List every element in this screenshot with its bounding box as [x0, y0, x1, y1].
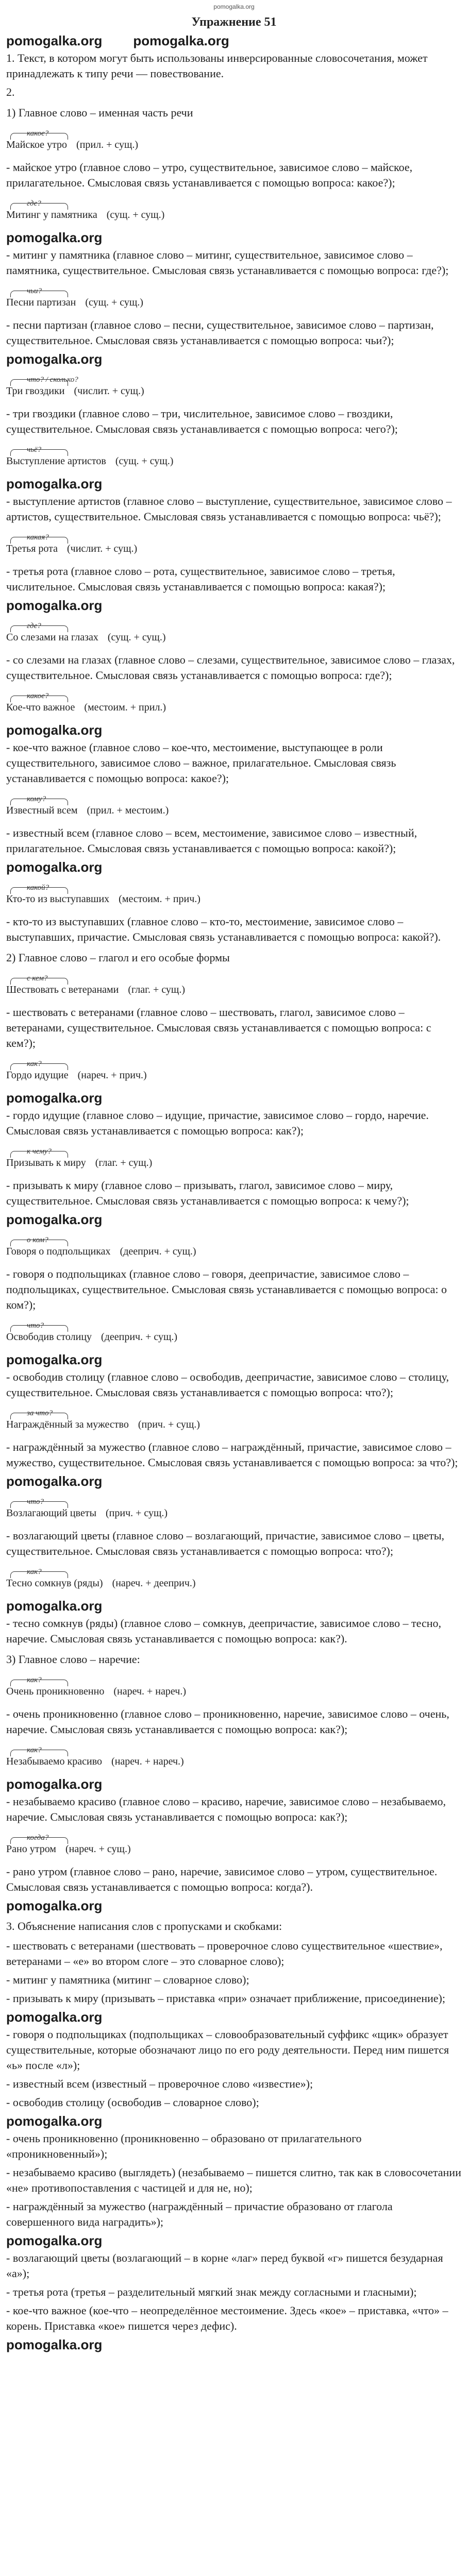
scheme-question: чьё? — [27, 446, 42, 454]
watermark-row — [6, 33, 462, 48]
scheme-question: кому? — [27, 795, 46, 803]
scheme-phrase: Шествовать с ветеранами — [6, 984, 119, 995]
scheme-phrase: Гордо идущие — [6, 1070, 69, 1081]
watermark-row — [6, 2233, 462, 2248]
phrase-scheme — [6, 1494, 462, 1521]
scheme-question: что? — [27, 1321, 44, 1330]
watermark: pomogalka.org — [6, 351, 103, 367]
scheme-arc — [10, 1571, 68, 1578]
scheme-phrase: Митинг у памятника — [6, 209, 97, 221]
watermark-row — [6, 722, 462, 738]
watermark: pomogalka.org — [133, 33, 229, 48]
watermark-row — [6, 476, 462, 492]
watermark-row — [6, 351, 462, 367]
phrase-explanation: - шествовать с ветеранами (шествовать – проверочное слово существительное «шествие», ветеранами – «е» во втором слоге – это словарное слово); — [6, 1939, 443, 1968]
phrase-scheme — [6, 880, 462, 907]
phrase-explanation: - награждённый за мужество (награждённый – причастие образовано от глагола совершенного вида наградить»); — [6, 2200, 393, 2228]
watermark-row — [6, 1598, 462, 1614]
scheme-phrase: Говоря о подпольщиках — [6, 1246, 111, 1257]
section-2-title: 2) Главное слово – глагол и его особые формы — [6, 951, 230, 964]
phrase-scheme — [6, 1405, 462, 1432]
scheme-question: где? — [27, 622, 41, 630]
scheme-arc — [10, 799, 68, 805]
scheme-arc — [10, 203, 68, 210]
scheme-phrase: Награждённый за мужество — [6, 1419, 129, 1430]
scheme-arc — [10, 449, 68, 456]
section-1-list — [6, 126, 462, 945]
scheme-arc — [10, 133, 68, 140]
scheme-formula: (числит. + сущ.) — [67, 543, 138, 554]
scheme-arc — [10, 1837, 68, 1844]
watermark: pomogalka.org — [6, 2113, 103, 2129]
scheme-formula: (нареч. + нареч.) — [111, 1756, 184, 1767]
scheme-question: за что? — [27, 1409, 53, 1417]
phrase-scheme — [6, 1144, 462, 1171]
scheme-question: что? — [27, 1498, 44, 1506]
scheme-phrase: Песни партизан — [6, 297, 76, 308]
scheme-formula: (нареч. + прич.) — [77, 1070, 147, 1081]
scheme-arc — [10, 1501, 68, 1508]
scheme-formula: (прич. + сущ.) — [106, 1507, 168, 1519]
watermark: pomogalka.org — [6, 1598, 103, 1614]
phrase-explanation: - говоря о подпольщиках (подпольщиках – словообразовательный суффикс «щик» образует существительные, которые обозначают лицо по его роду деятельности. Перед ним пишется «ь» после «л»); — [6, 2028, 449, 2072]
scheme-phrase: Рано утром — [6, 1843, 56, 1855]
watermark-row — [6, 1473, 462, 1489]
scheme-question: какое? — [27, 129, 49, 138]
watermark: pomogalka.org — [6, 2233, 103, 2248]
scheme-question: с кем? — [27, 974, 48, 982]
scheme-arc — [10, 625, 68, 632]
scheme-question: о ком? — [27, 1236, 48, 1244]
scheme-arc — [10, 1240, 68, 1246]
scheme-phrase: Известный всем — [6, 805, 78, 816]
scheme-phrase: Призывать к миру — [6, 1157, 86, 1168]
item-2: 2. — [6, 86, 15, 98]
scheme-formula: (нареч. + дееприч.) — [112, 1578, 196, 1589]
watermark-row — [6, 1776, 462, 1792]
phrase-explanation: - шествовать с ветеранами (главное слово – шествовать, глагол, зависимое слово – ветеранами, существительное. Смысловая связь устанавливается с помощью вопроса: с кем?); — [6, 1006, 431, 1049]
scheme-formula: (нареч. + нареч.) — [113, 1686, 186, 1697]
section-2-list — [6, 971, 462, 1647]
watermark-row — [6, 2113, 462, 2129]
phrase-scheme — [6, 1672, 462, 1699]
phrase-explanation: - награждённый за мужество (главное слово – награждённый, причастие, зависимое слово – мужество, существительное. Смысловая связь устанавливается с помощью вопроса: за что?); — [6, 1440, 458, 1469]
site-name: pomogalka.org — [213, 3, 255, 10]
phrase-explanation: - тесно сомкнув (ряды) (главное слово – сомкнув, деепричастие, зависимое слово – тесно, наречие. Смысловая связь устанавливается с помощью вопроса: как?). — [6, 1617, 441, 1645]
scheme-formula: (сущ. + сущ.) — [85, 297, 143, 308]
watermark: pomogalka.org — [6, 230, 103, 245]
phrase-explanation: - возлагающий цветы (возлагающий – в корне «лаг» перед буквой «г» пишется безударная «а»); — [6, 2251, 443, 2280]
scheme-arc — [10, 696, 68, 702]
scheme-arc — [10, 1680, 68, 1686]
watermark-row — [6, 859, 462, 875]
site-header — [0, 0, 468, 13]
phrase-scheme — [6, 442, 462, 469]
phrase-scheme — [6, 126, 462, 152]
phrase-explanation: - третья рота (главное слово – рота, существительное, зависимое слово – третья, числительное. Смысловая связь устанавливается с помощью вопроса: какая?); — [6, 565, 395, 593]
scheme-question: какая? — [27, 533, 49, 541]
phrase-scheme — [6, 1742, 462, 1769]
watermark: pomogalka.org — [6, 722, 103, 738]
exercise-document — [6, 13, 462, 2576]
section-3-title: 3) Главное слово – наречие: — [6, 1653, 140, 1666]
scheme-phrase: Кое-что важное — [6, 702, 75, 713]
scheme-formula: (дееприч. + сущ.) — [120, 1246, 196, 1257]
scheme-arc — [10, 887, 68, 894]
phrase-explanation: - кое-что важное (кое-что – неопределённое местоимение. Здесь «кое» – приставка, «что» – корень. Приставка «кое» пишется через дефис). — [6, 2304, 448, 2332]
scheme-formula: (прил. + сущ.) — [76, 139, 139, 150]
watermark-row — [6, 2337, 462, 2352]
scheme-question: как? — [27, 1746, 42, 1754]
watermark: pomogalka.org — [6, 2337, 103, 2352]
scheme-question: что? / сколько? — [27, 376, 78, 384]
scheme-question: к чему? — [27, 1147, 52, 1156]
scheme-phrase: Освободив столицу — [6, 1331, 92, 1343]
watermark: pomogalka.org — [6, 476, 103, 492]
watermark: pomogalka.org — [6, 859, 103, 875]
scheme-formula: (сущ. + сущ.) — [106, 209, 165, 221]
scheme-question: как? — [27, 1568, 42, 1576]
phrase-explanation: - возлагающий цветы (главное слово – возлагающий, причастие, зависимое слово – цветы, существительное. Смысловая связь устанавливается с помощью вопроса: что?); — [6, 1529, 445, 1557]
scheme-formula: (местоим. + прил.) — [84, 702, 166, 713]
phrase-explanation: - гордо идущие (главное слово – идущие, причастие, зависимое слово – гордо, наречие. Смысловая связь устанавливается с помощью вопроса: как?); — [6, 1109, 429, 1137]
scheme-question: чьи? — [27, 287, 42, 295]
watermark-row — [6, 1212, 462, 1227]
section-4-title: 3. Объяснение написания слов с пропусками и скобками: — [6, 1920, 282, 1933]
scheme-arc — [10, 1325, 68, 1332]
phrase-explanation: - известный всем (главное слово – всем, местоимение, зависимое слово – известный, прилагательное. Смысловая связь устанавливается с помощью вопроса: какой?); — [6, 826, 417, 855]
watermark: pomogalka.org — [6, 2009, 103, 2025]
phrase-explanation: - митинг у памятника (главное слово – митинг, существительное, зависимое слово – памятника, существительное. Смысловая связь устанавливается с помощью вопроса: где?); — [6, 248, 449, 277]
watermark: pomogalka.org — [6, 1352, 103, 1367]
scheme-arc — [10, 1750, 68, 1756]
scheme-arc — [10, 537, 68, 544]
section-4-list — [6, 1938, 462, 2352]
watermark-row — [6, 2009, 462, 2025]
item-1: 1. Текст, в котором могут быть использованы инверсированные словосочетания, может принадлежать к типу речи — повествование. — [6, 52, 428, 80]
phrase-explanation: - кое-что важное (главное слово – кое-что, местоимение, выступающее в роли существительного, зависимое слово – важное, прилагательное. Смысловая связь устанавливается с помощью вопроса: какое?); — [6, 741, 396, 785]
exercise-title: Упражнение 51 — [191, 15, 277, 29]
scheme-arc — [10, 291, 68, 297]
phrase-explanation: - третья рота (третья – разделительный мягкий знак между согласными и гласными); — [6, 2285, 417, 2298]
phrase-explanation: - незабываемо красиво (главное слово – красиво, наречие, зависимое слово – незабываемо, наречие. Смысловая связь устанавливается с помощью вопроса: как?); — [6, 1795, 446, 1823]
scheme-arc — [10, 379, 68, 386]
scheme-question: как? — [27, 1060, 42, 1068]
phrase-scheme — [6, 1318, 462, 1345]
scheme-question: когда? — [27, 1834, 49, 1842]
watermark-row — [6, 230, 462, 245]
scheme-phrase: Третья рота — [6, 543, 58, 554]
scheme-phrase: Очень проникновенно — [6, 1686, 105, 1697]
phrase-explanation: - призывать к миру (призывать – приставка «при» означает приближение, присоединение); — [6, 1992, 445, 2005]
watermark: pomogalka.org — [6, 1090, 103, 1106]
phrase-explanation: - выступление артистов (главное слово – выступление, существительное, зависимое слово – артистов, существительное. Смысловая связь устанавливается с помощью вопроса: чьё?); — [6, 495, 452, 523]
scheme-phrase: Кто-то из выступавших — [6, 893, 110, 905]
phrase-explanation: - рано утром (главное слово – рано, наречие, зависимое слово – утром, существительное. Смысловая связь устанавливается с помощью вопроса: когда?). — [6, 1865, 438, 1893]
watermark: pomogalka.org — [6, 1212, 103, 1227]
phrase-explanation: - говоря о подпольщиках (главное слово – говоря, деепричастие, зависимое слово – подпольщиках, существительное. Смысловая связь устанавливается с помощью вопроса: о ком?); — [6, 1267, 447, 1311]
phrase-explanation: - кто-то из выступавших (главное слово – кто-то, местоимение, зависимое слово – выступавших, причастие. Смысловая связь устанавливается с помощью вопроса: какой?). — [6, 915, 441, 943]
watermark: pomogalka.org — [6, 598, 103, 613]
scheme-question: какой? — [27, 884, 49, 892]
phrase-explanation: - призывать к миру (главное слово – призывать, глагол, зависимое слово – миру, существительное. Смысловая связь устанавливается с помощью вопроса: к чему?); — [6, 1179, 409, 1207]
phrase-scheme — [6, 618, 462, 645]
scheme-formula: (сущ. + сущ.) — [107, 632, 166, 643]
phrase-scheme — [6, 283, 462, 310]
scheme-formula: (нареч. + сущ.) — [65, 1843, 131, 1855]
phrase-scheme — [6, 688, 462, 715]
phrase-scheme — [6, 971, 462, 997]
watermark-row — [6, 1898, 462, 1913]
scheme-arc — [10, 978, 68, 985]
phrase-scheme — [6, 196, 462, 223]
phrase-explanation: - известный всем (известный – проверочное слово «известие»); — [6, 2077, 313, 2090]
scheme-formula: (сущ. + сущ.) — [115, 455, 174, 467]
scheme-arc — [10, 1413, 68, 1419]
scheme-formula: (глаг. + сущ.) — [95, 1157, 153, 1168]
watermark-row — [6, 598, 462, 613]
scheme-formula: (местоим. + прич.) — [119, 893, 200, 905]
phrase-scheme — [6, 530, 462, 556]
watermark: pomogalka.org — [6, 1473, 103, 1489]
phrase-scheme — [6, 791, 462, 818]
phrase-explanation: - освободив столицу (главное слово – освободив, деепричастие, зависимое слово – столицу, существительное. Смысловая связь устанавливается с помощью вопроса: что?); — [6, 1370, 449, 1399]
phrase-explanation: - со слезами на глазах (главное слово – слезами, существительное, зависимое слово – глазах, существительное. Смысловая связь устанавливается с помощью вопроса: где?); — [6, 653, 455, 682]
phrase-scheme — [6, 1830, 462, 1857]
section-3-list — [6, 1672, 462, 1913]
phrase-scheme — [6, 372, 462, 399]
scheme-question: как? — [27, 1676, 42, 1684]
phrase-explanation: - майское утро (главное слово – утро, существительное, зависимое слово – майское, прилагательное. Смысловая связь устанавливается с помощью вопроса: какое?); — [6, 161, 413, 189]
watermark: pomogalka.org — [6, 1776, 103, 1792]
scheme-phrase: Выступление артистов — [6, 455, 106, 467]
scheme-formula: (числит. + сущ.) — [74, 385, 144, 397]
phrase-scheme — [6, 1056, 462, 1083]
scheme-phrase: Незабываемо красиво — [6, 1756, 103, 1767]
scheme-phrase: Майское утро — [6, 139, 68, 150]
section-1-title: 1) Главное слово – именная часть речи — [6, 106, 193, 119]
phrase-scheme — [6, 1564, 462, 1591]
phrase-explanation: - освободив столицу (освободив – словарное слово); — [6, 2096, 259, 2109]
watermark-row — [6, 1090, 462, 1106]
phrase-explanation: - незабываемо красиво (выглядеть) (незабываемо – пишется слитно, так как в словосочетании «не» противопоставления с частицей и для не, но); — [6, 2166, 461, 2194]
watermark: pomogalka.org — [6, 33, 103, 48]
scheme-formula: (прил. + местоим.) — [87, 805, 169, 816]
scheme-phrase: Со слезами на глазах — [6, 632, 98, 643]
watermark: pomogalka.org — [6, 1898, 103, 1913]
scheme-formula: (глаг. + сущ.) — [128, 984, 185, 995]
phrase-explanation: - очень проникновенно (проникновенно – образовано от прилагательного «проникновенный»); — [6, 2132, 362, 2160]
scheme-formula: (прич. + сущ.) — [138, 1419, 200, 1430]
phrase-explanation: - три гвоздики (главное слово – три, числительное, зависимое слово – гвоздики, существительное. Смысловая связь устанавливается с помощью вопроса: чего?); — [6, 407, 398, 435]
scheme-question: какое? — [27, 692, 49, 700]
scheme-formula: (дееприч. + сущ.) — [101, 1331, 178, 1343]
scheme-phrase: Возлагающий цветы — [6, 1507, 97, 1519]
scheme-phrase: Три гвоздики — [6, 385, 65, 397]
phrase-scheme — [6, 1232, 462, 1259]
phrase-explanation: - очень проникновенно (главное слово – проникновенно, наречие, зависимое слово – очень, наречие. Смысловая связь устанавливается с помощью вопроса: как?); — [6, 1707, 449, 1736]
watermark-row — [6, 1352, 462, 1367]
phrase-explanation: - песни партизан (главное слово – песни, существительное, зависимое слово – партизан, существительное. Смысловая связь устанавливается с помощью вопроса: чьи?); — [6, 318, 434, 347]
scheme-question: где? — [27, 199, 41, 208]
scheme-phrase: Тесно сомкнув (ряды) — [6, 1578, 103, 1589]
scheme-arc — [10, 1151, 68, 1158]
phrase-explanation: - митинг у памятника (митинг – словарное слово); — [6, 1973, 249, 1986]
scheme-arc — [10, 1063, 68, 1070]
